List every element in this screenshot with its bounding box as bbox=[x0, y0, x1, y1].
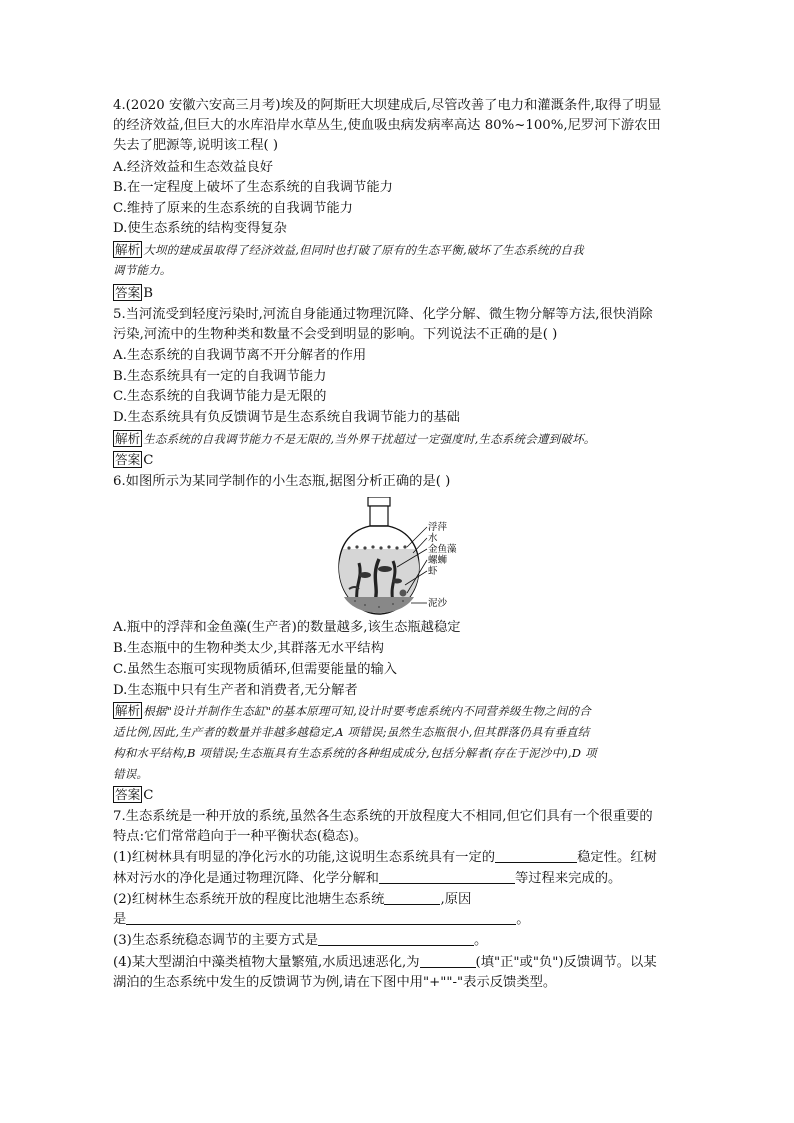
q4-answer: 答案 B bbox=[115, 285, 153, 301]
q4-option-b: B.在一定程度上破坏了生态系统的自我调节能力 bbox=[113, 180, 393, 195]
label-shrimp: 虾 bbox=[428, 566, 438, 577]
q7-sub4-line-1: (4)某大型湖泊中藻类植物大量繁殖,水质迅速恶化,为 (填"正"或"负")反馈调节。以某 bbox=[113, 955, 657, 970]
q7-sub1-line-1: (1)红树林具有明显的净化污水的功能,这说明生态系统具有一定的 稳定性。红树 bbox=[113, 850, 657, 865]
ecobottle-illustration bbox=[335, 497, 495, 617]
analysis-tag: 解析 bbox=[115, 242, 141, 257]
q6-analysis-cont-1: 适比例,因此,生产者的数量并非越多越稳定,A 项错误;虽然生态瓶很小,但其群落仍具有垂直结 bbox=[113, 725, 590, 739]
ecobottle-figure bbox=[335, 497, 495, 621]
answer-blank-6[interactable] bbox=[420, 953, 476, 968]
q6-stem-line-1: 6.如图所示为某同学制作的小生态瓶,据图分析正确的是( ) bbox=[113, 474, 451, 489]
q6-answer: 答案 C bbox=[115, 787, 154, 803]
q6-analysis-cont-3: 错误。 bbox=[113, 767, 149, 781]
q7-sub2-line-1: (2)红树林生态系统开放的程度比池塘生态系统 ,原因 bbox=[113, 892, 472, 907]
q7-sub4-line-2: 湖泊的生态系统中发生的反馈调节为例,请在下图中用"+""-"表示反馈类型。 bbox=[113, 975, 557, 990]
q5-stem-line-1: 5.当河流受到轻度污染时,河流自身能通过物理沉降、化学分解、微生物分解等方法,很快消除 bbox=[113, 307, 653, 322]
q6-option-d: D.生态瓶中只有生产者和消费者,无分解者 bbox=[113, 683, 358, 698]
q5-option-d: D.生态系统具有负反馈调节是生态系统自我调节能力的基础 bbox=[113, 410, 460, 425]
q4-stem-line-1: 4.(2020 安徽六安高三月考)埃及的阿斯旺大坝建成后,尽管改善了电力和灌溉条件,取得了明显 bbox=[113, 98, 662, 113]
label-water: 水 bbox=[428, 533, 438, 544]
answer-blank-1[interactable] bbox=[495, 848, 577, 863]
q4-stem-line-2: 的经济效益,但巨大的水库沿岸水草丛生,使血吸虫病发病率高达 80%~100%,尼罗河下游农田 bbox=[113, 118, 661, 133]
label-hornwort: 金鱼藻 bbox=[428, 544, 457, 555]
q7-sub2-line-2: 是 。 bbox=[113, 912, 530, 927]
analysis-tag: 解析 bbox=[115, 703, 141, 718]
q5-answer: 答案 C bbox=[115, 452, 154, 468]
q7-stem-line-1: 7.生态系统是一种开放的系统,虽然各生态系统的开放程度大不相同,但它们具有一个很重要的 bbox=[113, 809, 653, 824]
answer-blank-5[interactable] bbox=[318, 931, 474, 946]
q5-stem-line-2: 污染,河流中的生物种类和数量不会受到明显的影响。下列说法不正确的是( ) bbox=[113, 327, 558, 342]
label-sand: 泥沙 bbox=[428, 598, 448, 609]
analysis-tag: 解析 bbox=[115, 431, 141, 446]
label-duckweed: 浮萍 bbox=[428, 522, 448, 533]
q7-sub3: (3)生态系统稳态调节的主要方式是 。 bbox=[113, 933, 488, 948]
q5-option-b: B.生态系统具有一定的自我调节能力 bbox=[113, 369, 327, 384]
q4-option-d: D.使生态系统的结构变得复杂 bbox=[113, 221, 287, 236]
answer-blank-3[interactable] bbox=[384, 890, 440, 905]
label-snail: 螺蛳 bbox=[428, 555, 448, 566]
q6-option-c: C.虽然生态瓶可实现物质循环,但需要能量的输入 bbox=[113, 662, 398, 677]
answer-tag: 答案 bbox=[115, 452, 141, 467]
q5-analysis: 解析 生态系统的自我调节能力不是无限的,当外界干扰超过一定强度时,生态系统会遭到破坏。 bbox=[115, 431, 596, 446]
q6-analysis: 解析 根据"设计并制作生态缸"的基本原理可知,设计时要考虑系统内不同营养级生物之间的合 bbox=[115, 703, 591, 718]
q7-sub1-line-2: 林对污水的净化是通过物理沉降、化学分解和 等过程来完成的。 bbox=[113, 871, 622, 886]
answer-blank-2[interactable] bbox=[379, 869, 515, 884]
q4-analysis-cont: 调节能力。 bbox=[113, 263, 172, 277]
answer-tag: 答案 bbox=[115, 285, 141, 300]
q5-option-a: A.生态系统的自我调节离不开分解者的作用 bbox=[113, 348, 367, 363]
q4-analysis: 解析 大坝的建成虽取得了经济效益,但同时也打破了原有的生态平衡,破坏了生态系统的自我 bbox=[115, 242, 584, 257]
answer-blank-4[interactable] bbox=[126, 910, 516, 925]
q6-option-a: A.瓶中的浮萍和金鱼藻(生产者)的数量越多,该生态瓶越稳定 bbox=[113, 620, 461, 635]
q6-option-b: B.生态瓶中的生物种类太少,其群落无水平结构 bbox=[113, 641, 384, 656]
q5-option-c: C.生态系统的自我调节能力是无限的 bbox=[113, 389, 327, 404]
q6-analysis-cont-2: 构和水平结构,B 项错误;生态瓶具有生态系统的各种组成成分,包括分解者(存在于泥沙中),D 项 bbox=[113, 746, 597, 760]
q7-stem-line-2: 特点:它们常常趋向于一种平衡状态(稳态)。 bbox=[113, 829, 368, 844]
q4-option-a: A.经济效益和生态效益良好 bbox=[113, 160, 274, 175]
q4-option-c: C.维持了原来的生态系统的自我调节能力 bbox=[113, 201, 353, 216]
answer-tag: 答案 bbox=[115, 787, 141, 802]
q4-stem-line-3: 失去了肥源等,说明该工程( ) bbox=[113, 138, 279, 153]
